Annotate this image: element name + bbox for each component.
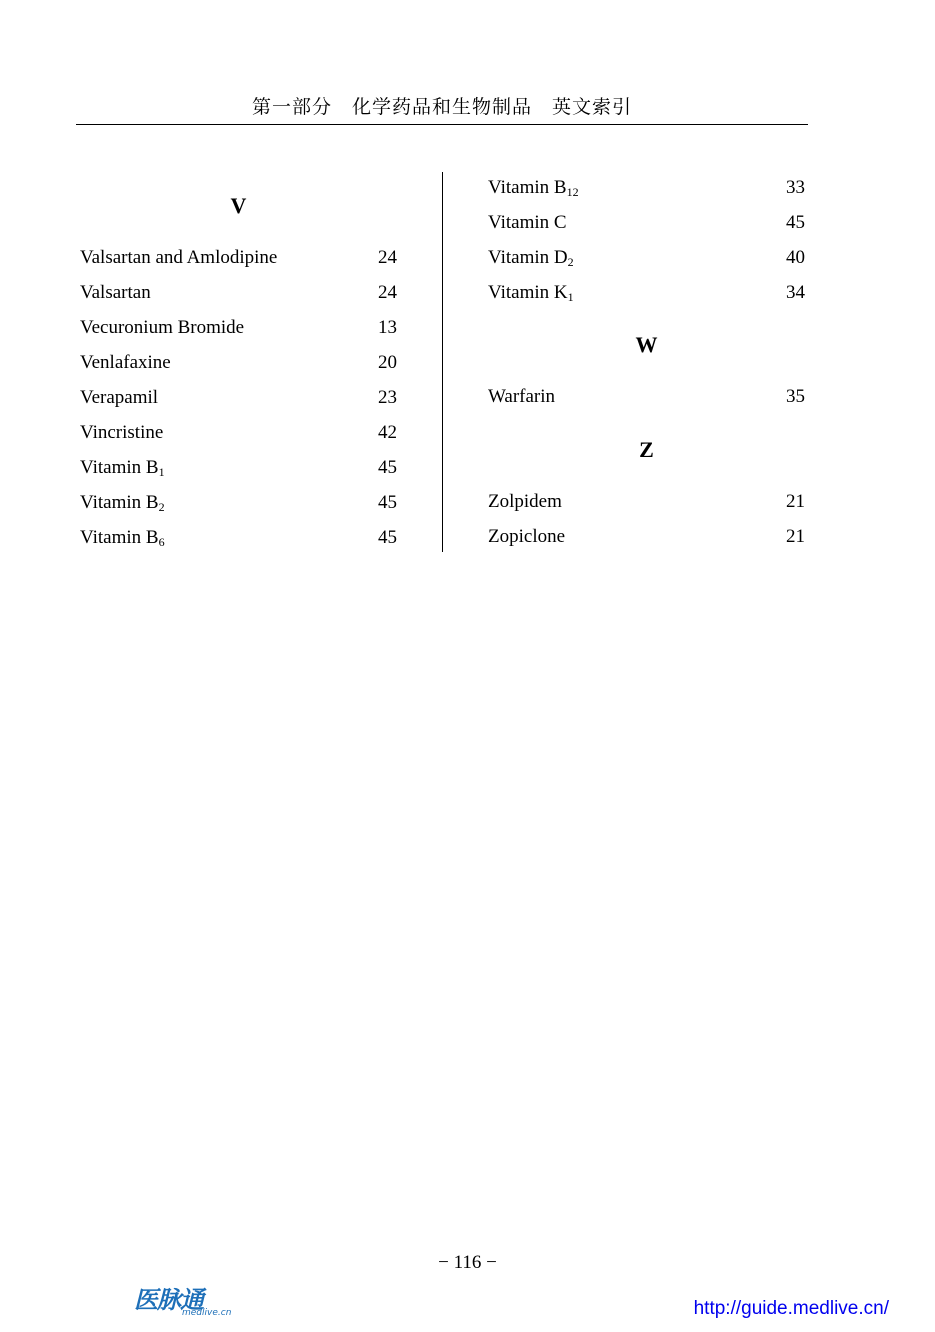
entry-page: 21 bbox=[786, 526, 805, 547]
entry-name: Vecuronium Bromide bbox=[80, 317, 245, 338]
entry-subscript: 1 bbox=[567, 290, 574, 304]
index-entry bbox=[488, 524, 805, 550]
entry-name: Vitamin B bbox=[80, 492, 159, 513]
entry-subscript: 1 bbox=[158, 465, 165, 479]
entry-page: 24 bbox=[378, 282, 397, 303]
index-entry bbox=[80, 455, 397, 481]
entry-name: Valsartan and Amlodipine bbox=[80, 247, 278, 268]
entry-page: 42 bbox=[378, 422, 397, 443]
entry-page: 20 bbox=[378, 352, 397, 373]
entry-name: Vitamin K bbox=[488, 282, 568, 303]
page-number: − 116 − bbox=[438, 1252, 497, 1273]
entry-name: Vitamin B bbox=[80, 527, 159, 548]
running-header: 第一部分 化学药品和生物制品 英文索引 bbox=[251, 96, 632, 118]
index-entry bbox=[488, 210, 805, 236]
entry-subscript: 2 bbox=[158, 500, 165, 514]
entry-page: 45 bbox=[378, 527, 397, 548]
entry-page: 33 bbox=[786, 177, 805, 198]
logo-text: 医脉通 bbox=[134, 1286, 203, 1314]
section-letter-z: Z bbox=[639, 437, 654, 462]
entry-page: 35 bbox=[786, 386, 805, 407]
entry-name: Valsartan bbox=[80, 282, 151, 303]
entry-page: 45 bbox=[378, 457, 397, 478]
index-entry bbox=[488, 384, 805, 410]
index-entry bbox=[80, 525, 397, 551]
entry-name: Vitamin B bbox=[488, 177, 567, 198]
entry-name: Warfarin bbox=[488, 386, 556, 407]
footer-url-link[interactable]: http://guide.medlive.cn/ bbox=[693, 1298, 889, 1319]
entry-page: 34 bbox=[786, 282, 805, 303]
entry-page: 45 bbox=[378, 492, 397, 513]
entry-name: Vitamin B bbox=[80, 457, 159, 478]
index-entry bbox=[488, 280, 805, 306]
index-entry bbox=[488, 175, 805, 201]
entry-page: 23 bbox=[378, 387, 397, 408]
index-entry bbox=[80, 385, 397, 411]
logo-subtext: medlive.cn bbox=[182, 1308, 232, 1318]
entry-page: 40 bbox=[786, 247, 805, 268]
index-entry bbox=[80, 420, 397, 446]
entry-name: Verapamil bbox=[80, 387, 159, 408]
section-letter-v: V bbox=[230, 193, 247, 218]
index-entry bbox=[488, 245, 805, 271]
entry-subscript: 6 bbox=[158, 535, 165, 549]
entry-page: 45 bbox=[786, 212, 805, 233]
index-entry bbox=[80, 490, 397, 516]
entry-name: Venlafaxine bbox=[80, 352, 171, 373]
index-entry bbox=[80, 315, 397, 341]
index-entry bbox=[80, 245, 397, 271]
entry-name: Zolpidem bbox=[488, 491, 562, 512]
entry-page: 21 bbox=[786, 491, 805, 512]
entry-name: Vitamin C bbox=[488, 212, 567, 233]
entry-name: Vincristine bbox=[80, 422, 164, 443]
entry-page: 24 bbox=[378, 247, 397, 268]
index-entry bbox=[80, 350, 397, 376]
header-rule bbox=[76, 124, 808, 125]
entry-page: 13 bbox=[378, 317, 397, 338]
column-divider bbox=[442, 172, 443, 552]
index-entry bbox=[80, 280, 397, 306]
entry-subscript: 2 bbox=[567, 255, 574, 269]
entry-name: Vitamin D bbox=[488, 247, 568, 268]
section-letter-w: W bbox=[635, 332, 658, 357]
medlive-logo bbox=[134, 1280, 234, 1320]
entry-name: Zopiclone bbox=[488, 526, 566, 547]
index-entry bbox=[488, 489, 805, 515]
entry-subscript: 12 bbox=[566, 185, 579, 199]
